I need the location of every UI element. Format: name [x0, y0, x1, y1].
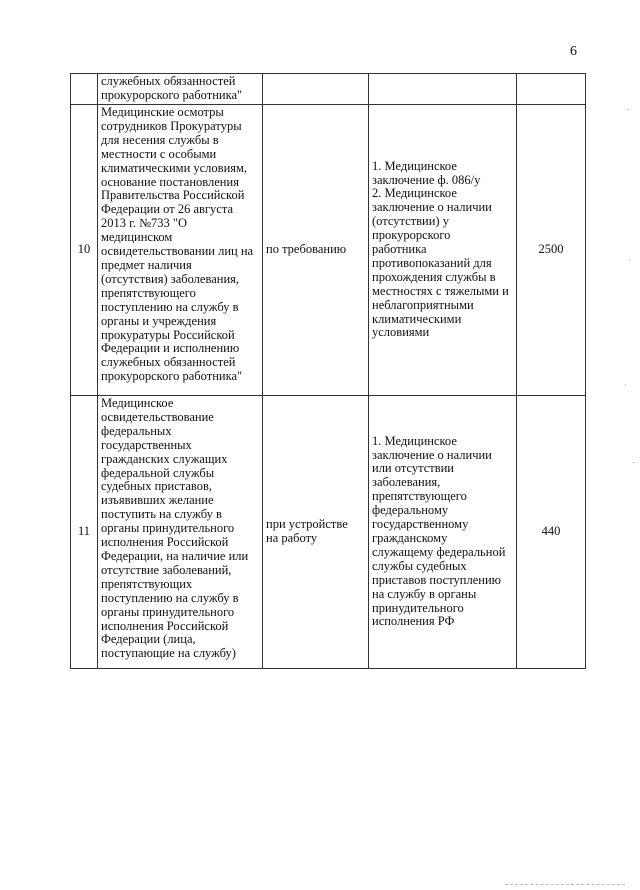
price-cell [517, 74, 586, 105]
documents-cell: 1. Медицинское заключение о наличии или отсутствии заболевания, препятствующего федеральному государственному гражданскому служащему федеральной службы судебных приставов поступлению на службу в органы принудительного исполнения РФ [369, 396, 517, 669]
documents-cell: 1. Медицинское заключение ф. 086/у 2. Медицинское заключение о наличии (отсутствии) у прокурорского работника противопоказаний для прохождения службы в местностях с тяжелыми и неблагоприятными климатическими условиями [369, 105, 517, 396]
page-number: 6 [570, 44, 577, 59]
table-row-continuation [71, 74, 586, 105]
service-name-cell: Медицинские осмотры сотрудников Прокуратуры для несения службы в местности с особыми климатическими условиям, основание постановления Правительства Российской Федерации от 26 августа 2013 г. №733 "О медицинском освидетельствовании лиц на предмет наличия (отсутствия) заболевания, препятствующего поступлению на службу в органы и учреждения прокуратуры Российской Федерации и исполнению служебных обязанностей прокурорского работника" [98, 105, 263, 396]
service-name-cell: Медицинское освидетельствование федеральных государственных гражданских служащих федеральной службы судебных приставов, изъявивших желание поступить на службу в органы принудительного исполнения Российской Федерации, на наличие или отсутствие заболеваний, препятствующих поступлению на службу в органы принудительного исполнения Российской Федерации (лица, поступающие на службу) [98, 396, 263, 669]
frequency-cell [263, 74, 369, 105]
row-number-cell [71, 74, 98, 105]
scan-speck: ˌ [628, 250, 632, 261]
scan-edge-marks [612, 0, 640, 890]
service-name-cell: служебных обязанностей прокурорского работника" [98, 74, 263, 105]
row-number-cell: 11 [71, 396, 98, 669]
row-number-cell: 10 [71, 105, 98, 396]
scan-speck: · [632, 458, 636, 469]
price-cell: 2500 [517, 105, 586, 396]
table-row [71, 396, 586, 669]
services-table [70, 73, 586, 669]
frequency-cell: по требованию [263, 105, 369, 396]
scan-speck: ˌ [624, 375, 628, 386]
frequency-cell: при устройстве на работу [263, 396, 369, 669]
price-cell: 440 [517, 396, 586, 669]
table-row [71, 105, 586, 396]
documents-cell [369, 74, 517, 105]
scan-footer-line [505, 884, 625, 885]
scan-speck: ˙ [626, 108, 630, 119]
